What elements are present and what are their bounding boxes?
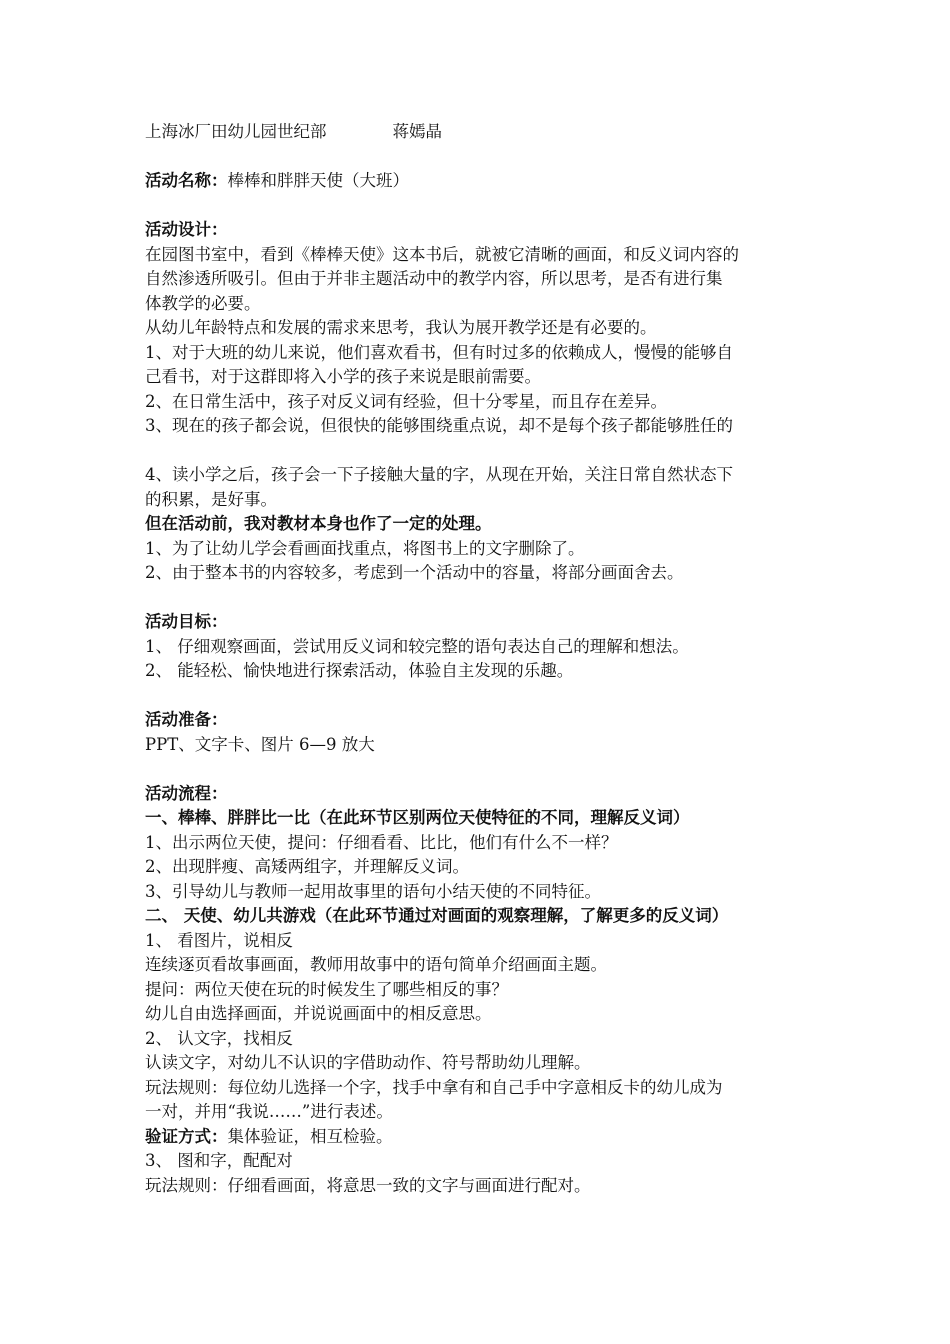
flow-line: 连续逐页看故事画面，教师用故事中的语句简单介绍画面主题。 bbox=[145, 955, 607, 974]
verify-line bbox=[145, 1125, 815, 1150]
flow-line: 认读文字，对幼儿不认识的字借助动作、符号帮助幼儿理解。 bbox=[145, 1053, 591, 1072]
flow-line: 1、出示两位天使，提问：仔细看看、比比，他们有什么不一样？ bbox=[145, 832, 618, 852]
part2-title: 二、 天使、幼儿共游戏（在此环节通过对画面的观察理解，了解更多的反义词） bbox=[145, 906, 729, 925]
design-bold-line: 但在活动前，我对教材本身也作了一定的处理。 bbox=[145, 514, 492, 533]
author-name: 蒋嫣晶 bbox=[392, 122, 442, 141]
design-line: 己看书，对于这群即将入小学的孩子来说是眼前需要。 bbox=[145, 367, 541, 386]
prep-text: PPT、文字卡、图片 6—9 放大 bbox=[145, 734, 375, 754]
design-line: 1、为了让幼儿学会看画面找重点，将图书上的文字删除了。 bbox=[145, 538, 585, 558]
activity-name-value: 棒棒和胖胖天使（大班） bbox=[227, 171, 409, 190]
design-heading: 活动设计： bbox=[145, 220, 228, 239]
flow-heading: 活动流程： bbox=[145, 783, 228, 803]
kindergarten-name: 上海冰厂田幼儿园世纪部 bbox=[145, 122, 327, 141]
flow-line: 提问：两位天使在玩的时候发生了哪些相反的事？ bbox=[145, 979, 508, 999]
part1-title: 一、棒棒、胖胖比一比（在此环节区别两位天使特征的不同，理解反义词） bbox=[145, 808, 690, 827]
flow-line: 一对，并用“我说……”进行表述。 bbox=[145, 1102, 393, 1121]
goal-item: 2、 能轻松、愉快地进行探索活动，体验自主发现的乐趣。 bbox=[145, 661, 574, 680]
activity-name-label: 活动名称： bbox=[145, 171, 228, 190]
activity-name-line bbox=[145, 169, 815, 194]
goal-item: 1、 仔细观察画面，尝试用反义词和较完整的语句表达自己的理解和想法。 bbox=[145, 636, 689, 656]
flow-line: 3、引导幼儿与教师一起用故事里的语句小结天使的不同特征。 bbox=[145, 881, 601, 901]
design-line: 体教学的必要。 bbox=[145, 293, 261, 313]
design-line: 2、由于整本书的内容较多，考虑到一个活动中的容量，将部分画面舍去。 bbox=[145, 563, 684, 582]
prep-heading: 活动准备： bbox=[145, 710, 228, 729]
design-line: 的积累，是好事。 bbox=[145, 489, 277, 509]
design-line: 2、在日常生活中，孩子对反义词有经验，但十分零星，而且存在差异。 bbox=[145, 391, 667, 411]
design-line: 在园图书室中，看到《棒棒天使》这本书后，就被它清晰的画面，和反义词内容的 bbox=[145, 244, 739, 264]
flow-line: 幼儿自由选择画面，并说说画面中的相反意思。 bbox=[145, 1004, 492, 1023]
design-line: 自然渗透所吸引。但由于并非主题活动中的教学内容，所以思考，是否有进行集 bbox=[145, 269, 723, 288]
flow-line: 3、 图和字，配配对 bbox=[145, 1151, 293, 1170]
goals-heading: 活动目标： bbox=[145, 612, 228, 631]
design-line: 从幼儿年龄特点和发展的需求来思考，我认为展开教学还是有必要的。 bbox=[145, 318, 657, 337]
design-line: 1、对于大班的幼儿来说，他们喜欢看书，但有时过多的依赖成人，慢慢的能够自 bbox=[145, 342, 733, 362]
flow-line: 1、 看图片，说相反 bbox=[145, 930, 293, 950]
header-line bbox=[145, 120, 815, 145]
verify-text: 集体验证，相互检验。 bbox=[227, 1126, 393, 1146]
flow-line: 2、 认文字，找相反 bbox=[145, 1028, 293, 1048]
flow-line: 玩法规则：每位幼儿选择一个字，找手中拿有和自己手中字意相反卡的幼儿成为 bbox=[145, 1077, 723, 1097]
design-line: 3、现在的孩子都会说，但很快的能够围绕重点说，却不是每个孩子都能够胜任的 bbox=[145, 416, 733, 435]
verify-label: 验证方式： bbox=[145, 1126, 228, 1146]
flow-line: 玩法规则：仔细看画面，将意思一致的文字与画面进行配对。 bbox=[145, 1175, 591, 1195]
document-body bbox=[145, 120, 815, 1198]
design-line: 4、读小学之后，孩子会一下子接触大量的字，从现在开始，关注日常自然状态下 bbox=[145, 465, 733, 484]
flow-line: 2、出现胖瘦、高矮两组字，并理解反义词。 bbox=[145, 857, 469, 876]
